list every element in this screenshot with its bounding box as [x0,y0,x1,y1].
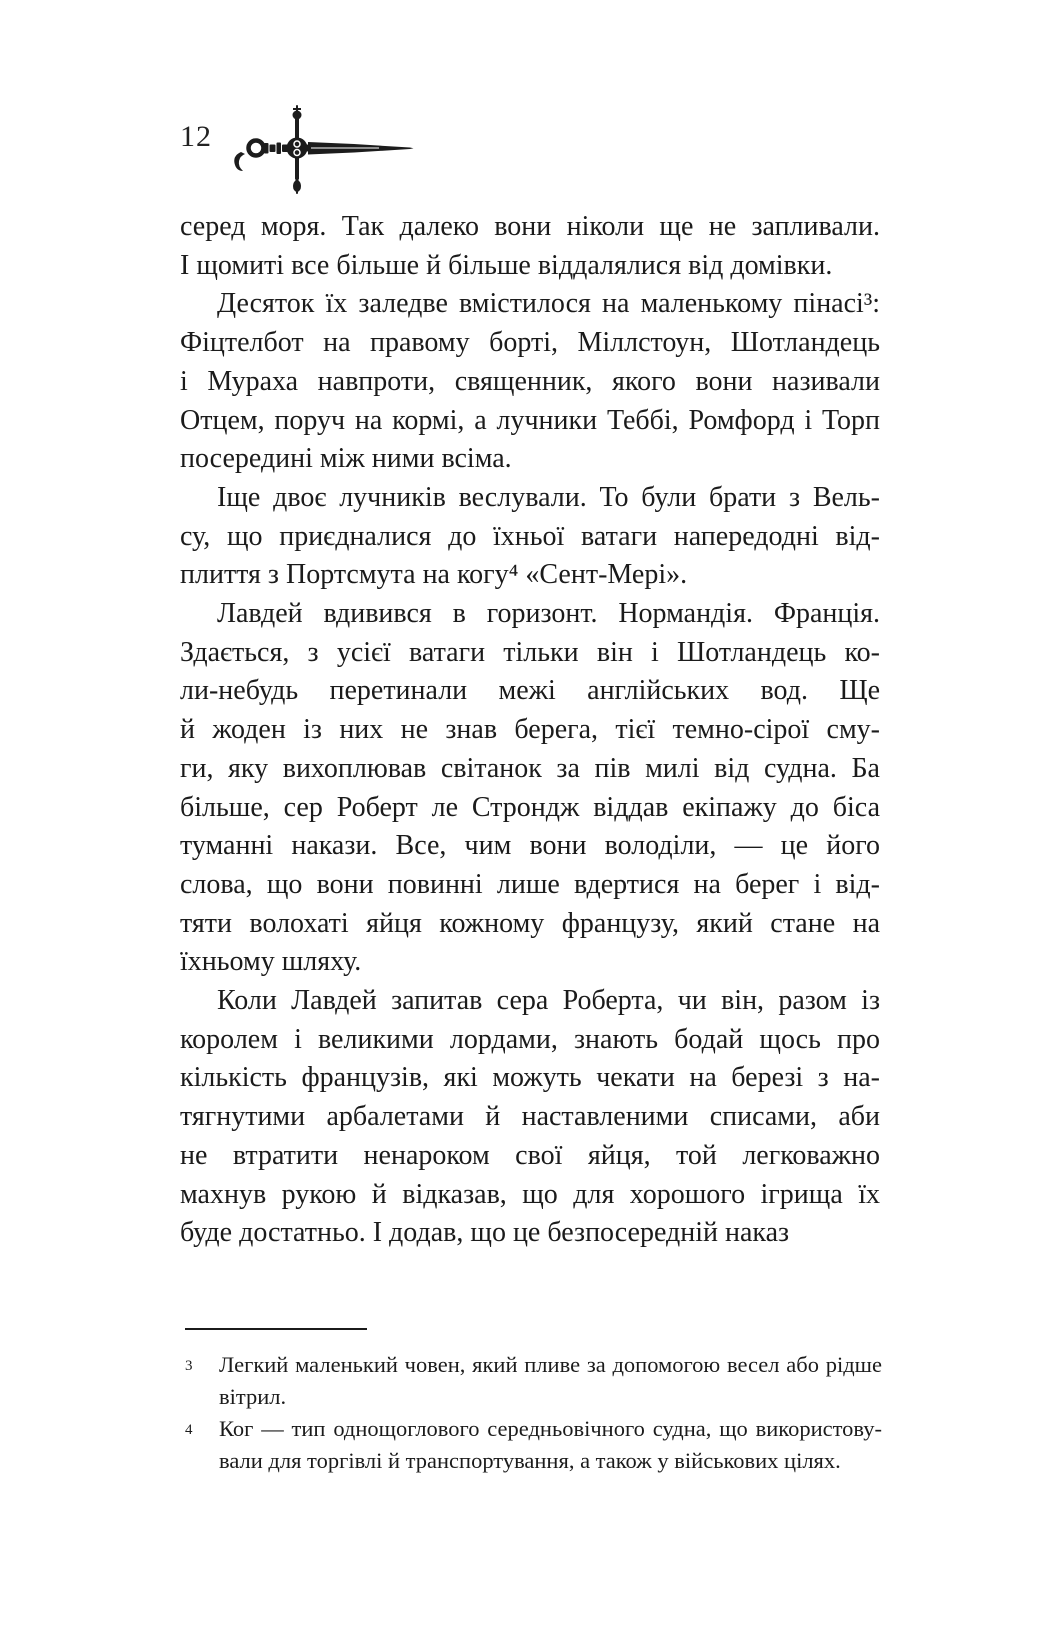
text-line: більше, сер Роберт ле Строндж віддав екіпажу до біса [180,791,880,823]
footnote-text [219,1413,882,1477]
footnote-line: вали для торгівлі й транспортування, а також у військових цілях. [219,1448,841,1473]
text-line: Отцем, поруч на кормі, а лучники Теббі, Ромфорд і Торп [180,404,880,436]
paragraph [180,595,880,982]
text-line: су, що приєдналися до їхньої ватаги напередодні від- [180,520,880,552]
paragraph [180,479,880,595]
text-line: Десяток їх заледве вмістилося на маленькому пінасі³: [217,288,880,320]
text-line: І щомиті все більше й більше віддалялися від домівки. [180,249,833,281]
page-number: 12 [180,120,212,153]
footnote-separator [185,1328,367,1330]
body-text [180,208,880,1253]
text-line: кількість французів, які можуть чекати на березі з на- [180,1062,880,1094]
footnote [185,1349,882,1413]
text-line: слова, що вони повинні лише вдертися на берег і від- [180,868,880,900]
text-line: серед моря. Так далеко вони ніколи ще не запливали. [180,211,880,242]
text-line: й жоден із них не знав берега, тієї темно-сірої сму- [180,714,880,746]
footnote-marker: 3 [185,1358,193,1374]
footnote [185,1413,882,1477]
dagger-ornament-icon [224,104,419,194]
footnote-line: Ког — тип однощоглового середньовічного судна, що використову- [219,1416,882,1441]
text-line: плиття з Портсмута на когу⁴ «Сент-Мері». [180,559,688,591]
text-line: Здається, з усієї ватаги тільки він і Шотландець ко- [180,636,880,668]
text-line: буде достатньо. І додав, що це безпосередній наказ [180,1217,790,1249]
text-line: ги, яку вихоплював світанок за пів милі від судна. Ба [180,752,880,784]
text-line: їхньому шляху. [180,946,362,978]
text-line: Лавдей вдивився в горизонт. Нормандія. Франція. [217,598,880,630]
footnote-line: Легкий маленький човен, який пливе за допомогою весел або рідше [219,1352,882,1377]
footnote-marker: 4 [185,1422,193,1438]
paragraph [180,982,880,1253]
paragraph [180,208,880,285]
text-line: посередині між ними всіма. [180,443,512,475]
text-line: королем і великими лордами, знають бодай щось про [180,1023,880,1055]
paragraph [180,285,880,479]
text-line: Іще двоє лучників веслували. То були брати з Вель- [217,481,880,513]
text-line: ли-небудь перетинали межі англійських вод. Ще [180,675,880,707]
footnote-text [219,1349,882,1413]
text-line: туманні накази. Все, чим вони володіли, — це його [180,830,880,862]
footnotes [185,1349,882,1477]
text-line: і Мураха навпроти, священник, якого вони називали [180,365,880,397]
text-line: Коли Лавдей запитав сера Роберта, чи він, разом із [217,985,880,1017]
footnote-line: вітрил. [219,1384,287,1409]
text-line: тяти волохаті яйця кожному французу, який стане на [180,907,880,939]
text-line: тягнутими арбалетами й наставленими списами, аби [180,1101,880,1133]
text-line: Фіцтелбот на правому борті, Міллстоун, Шотландець [180,327,880,359]
text-line: махнув рукою й відказав, що для хорошого ігрища їх [180,1178,880,1210]
text-line: не втратити ненароком свої яйця, той легковажно [180,1139,880,1171]
